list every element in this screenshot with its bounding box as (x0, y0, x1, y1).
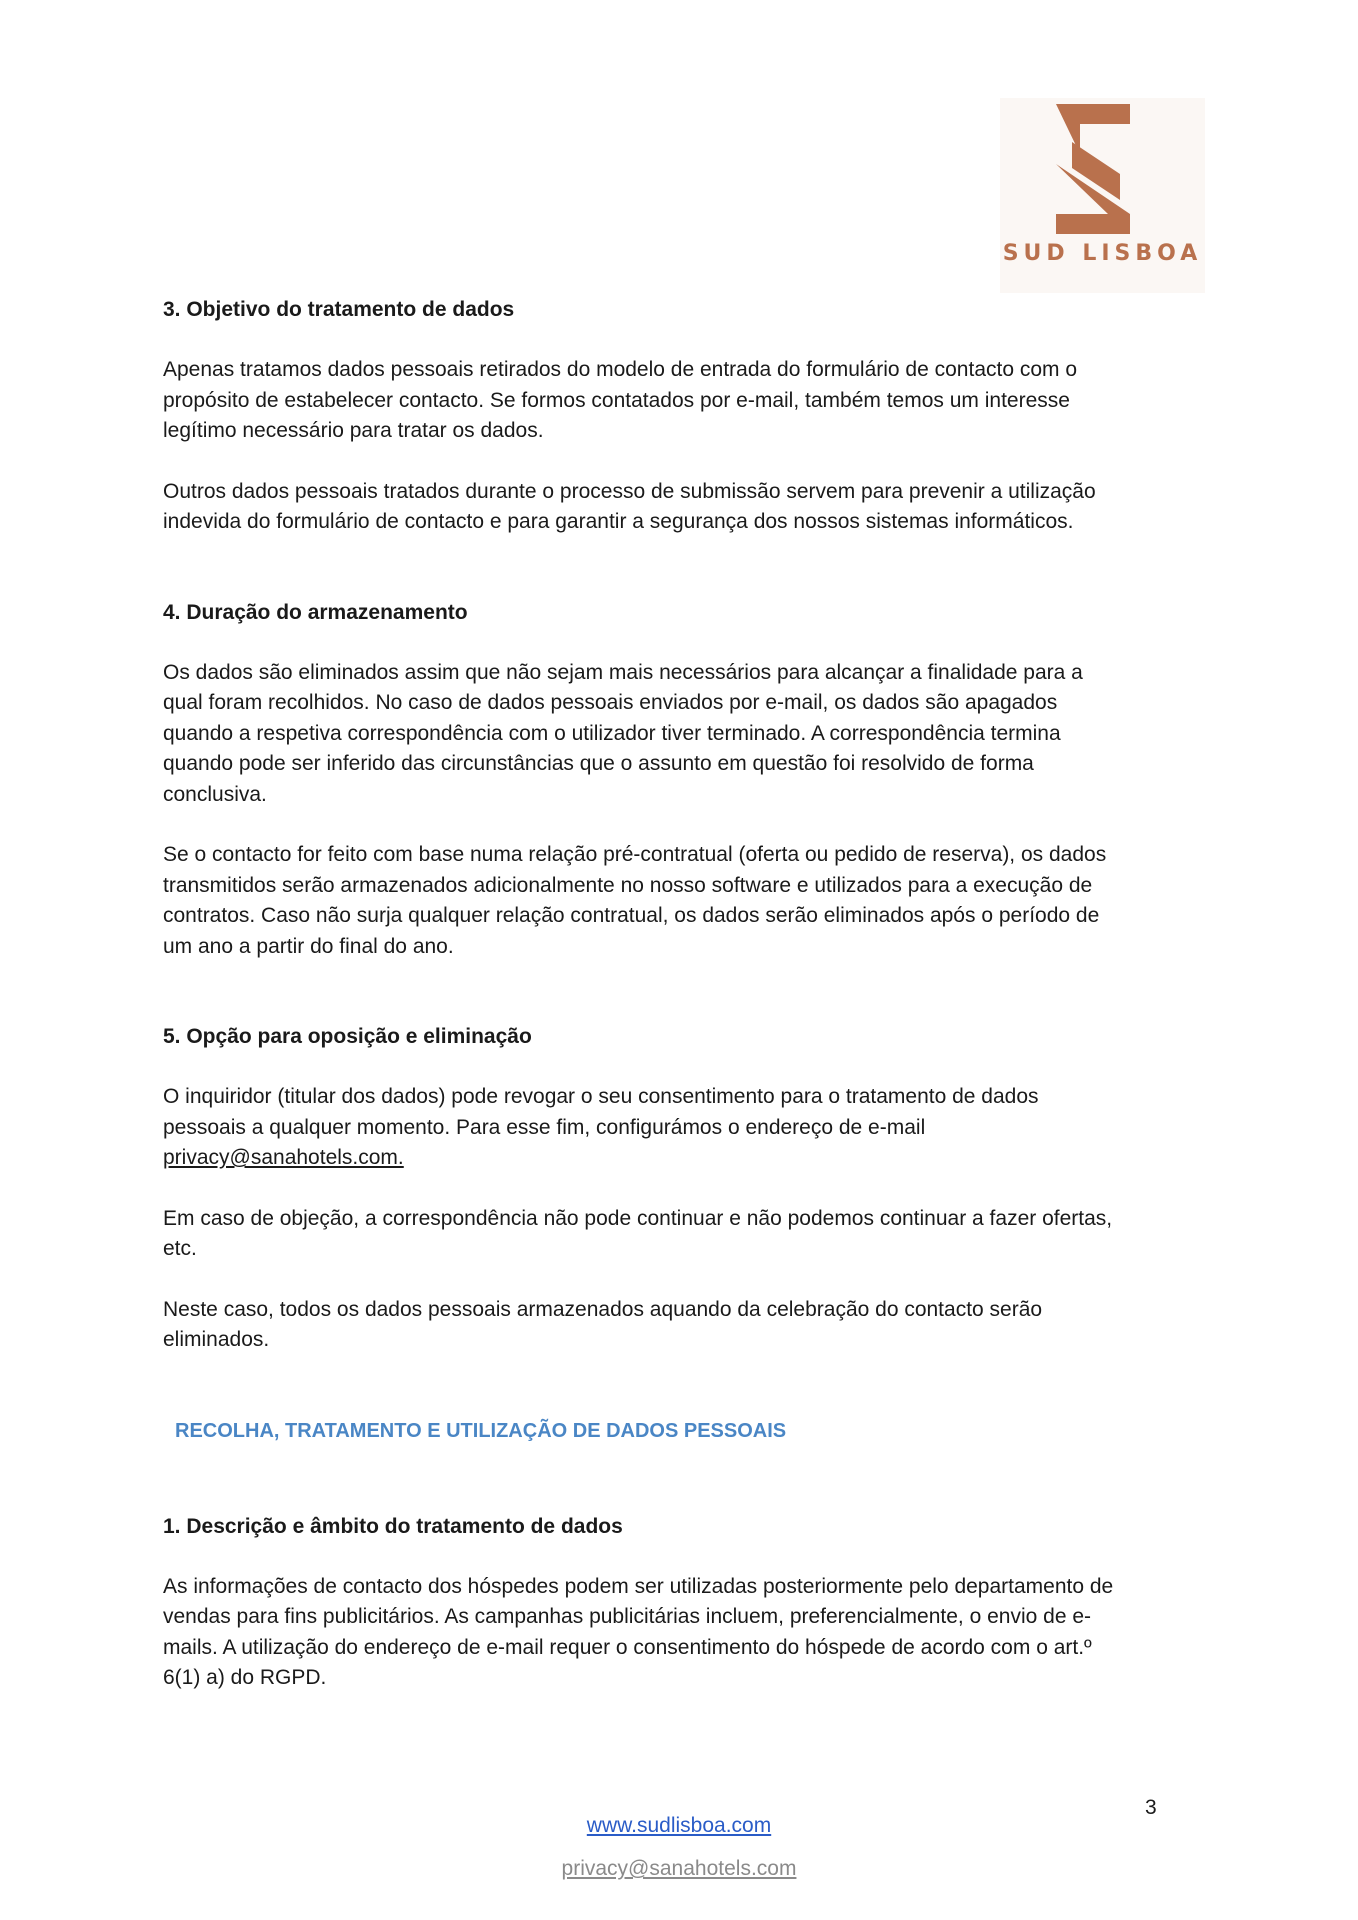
heading-objetivo: 3. Objetivo do tratamento de dados (163, 298, 515, 321)
paragraph-duracao-2: Se o contacto for feito com base numa relação pré-contratual (oferta ou pedido de reserva), os dados transmitidos serão armazenados adicionalmente no nosso software e utilizados para a execução de contratos. Caso não surja qualquer relação contratual, os dados serão eliminados após o período de um ano a partir do final do ano. (163, 843, 1107, 958)
paragraph-oposicao-1: O inquiridor (titular dos dados) pode revogar o seu consentimento para o tratamento de dados pessoais a qualquer momento. Para esse fim, configurámos o endereço de e-mail privacy@sanahotels.com. (163, 1085, 1039, 1169)
paragraph-oposicao-2: Em caso de objeção, a correspondência não pode continuar e não podemos continuar a fazer ofertas, etc. (163, 1206, 1113, 1260)
paragraph-duracao-1: Os dados são eliminados assim que não sejam mais necessários para alcançar a finalidade para a qual foram recolhidos. No caso de dados pessoais enviados por e-mail, os dados são apagados quando a respetiva correspondência com o utilizador tiver terminado. A correspondência termina quando pode ser inferido das circunstâncias que o assunto em questão foi resolvido de forma conclusiva. (163, 660, 1083, 806)
section-title-recolha: RECOLHA, TRATAMENTO E UTILIZAÇÃO DE DADOS PESSOAIS (175, 1420, 787, 1442)
heading-descricao: 1. Descrição e âmbito do tratamento de dados (163, 1514, 623, 1538)
website-link[interactable]: www.sudlisboa.com (586, 1814, 772, 1837)
privacy-email-link[interactable]: privacy@sanahotels.com. (163, 1146, 404, 1169)
paragraph-oposicao-3: Neste caso, todos os dados pessoais armazenados aquando da celebração do contacto serão eliminados. (163, 1297, 1043, 1351)
s-monogram-icon (1050, 102, 1155, 237)
page-number: 3 (1145, 1796, 1157, 1819)
footer-email-link[interactable]: privacy@sanahotels.com (561, 1857, 797, 1880)
paragraph-objetivo-1: Apenas tratamos dados pessoais retirados do modelo de entrada do formulário de contacto com o propósito de estabelecer contacto. Se formos contatados por e-mail, também temos um interesse legítimo necessário para tratar os dados. (163, 358, 1078, 442)
document-body (163, 295, 1213, 1694)
heading-oposicao: 5. Opção para oposição e eliminação (163, 1025, 532, 1048)
sud-lisboa-logo (1000, 98, 1205, 293)
paragraph-objetivo-2: Outros dados pessoais tratados durante o processo de submissão servem para prevenir a utilização indevida do formulário de contacto e para garantir a segurança dos nossos sistemas informáticos. (163, 479, 1096, 533)
logo-wordmark: SUD LISBOA (1002, 241, 1203, 266)
paragraph-descricao-1: As informações de contacto dos hóspedes podem ser utilizadas posteriormente pelo departamento de vendas para fins publicitários. As campanhas publicitárias incluem, preferencialmente, o envio de e- mails. A utilização do endereço de e-mail requer o consentimento do hóspede de acordo com o art.º 6(1) a) do RGPD. (163, 1574, 1114, 1689)
heading-duracao: 4. Duração do armazenamento (163, 600, 468, 624)
